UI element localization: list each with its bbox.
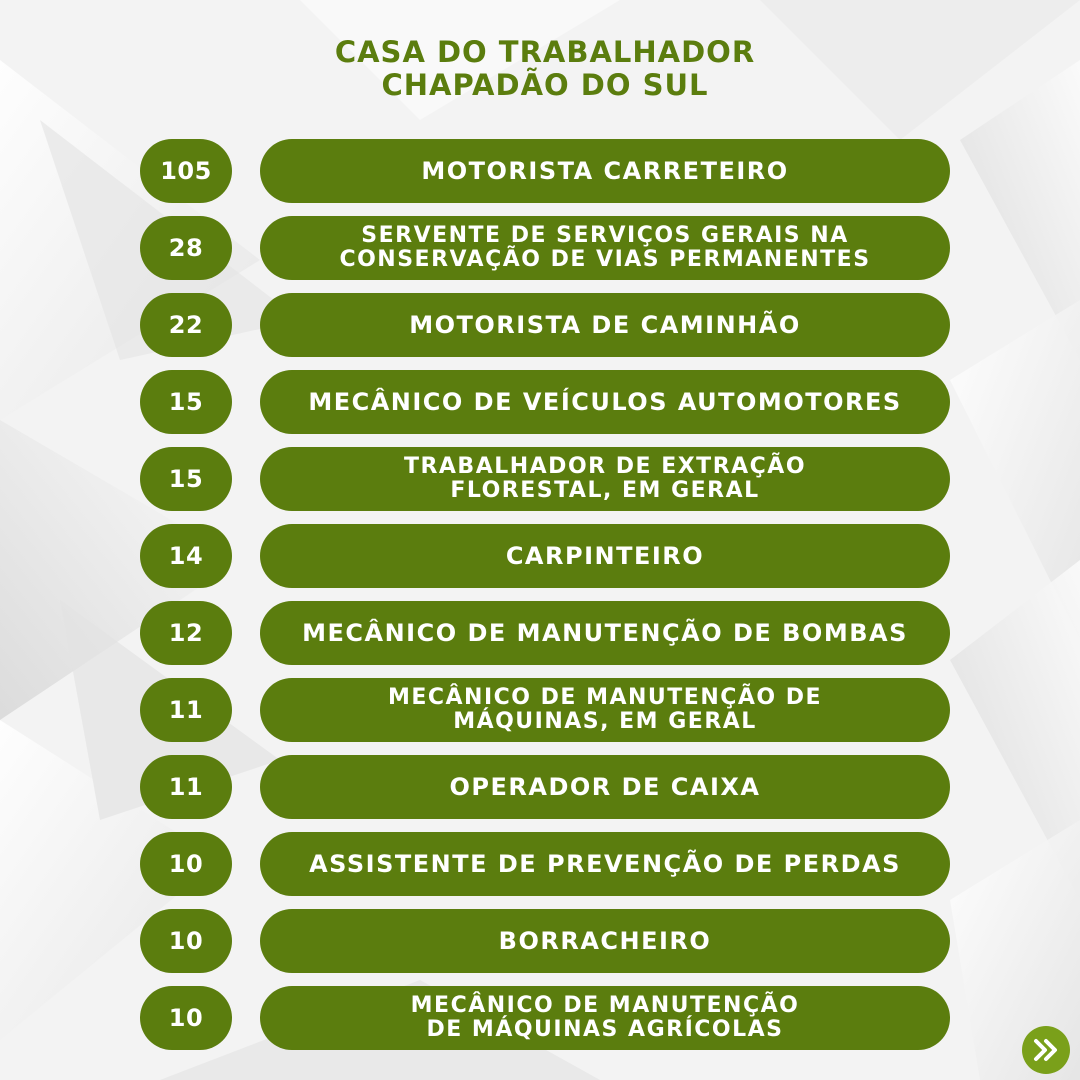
job-count: 11 [140,755,232,819]
next-slide-button[interactable] [1022,1026,1070,1074]
job-count: 15 [140,447,232,511]
job-count: 10 [140,832,232,896]
job-count: 28 [140,216,232,280]
list-item [0,986,1080,1050]
list-item [0,678,1080,742]
list-item [0,832,1080,896]
job-count: 15 [140,370,232,434]
list-item [0,524,1080,588]
job-title: MECÂNICO DE MANUTENÇÃO DE MÁQUINAS, EM GERAL [260,678,950,742]
job-count: 10 [140,909,232,973]
double-chevron-right-icon [1031,1037,1061,1063]
job-count: 11 [140,678,232,742]
list-item [0,755,1080,819]
job-title: TRABALHADOR DE EXTRAÇÃO FLORESTAL, EM GERAL [260,447,950,511]
title-line-1: CASA DO TRABALHADOR [334,35,756,69]
list-item [0,601,1080,665]
list-item [0,370,1080,434]
list-item [0,293,1080,357]
job-title: CARPINTEIRO [260,524,950,588]
title-line-2: CHAPADÃO DO SUL [381,68,709,102]
job-title: MOTORISTA CARRETEIRO [260,139,950,203]
job-title: OPERADOR DE CAIXA [260,755,950,819]
job-title: BORRACHEIRO [260,909,950,973]
job-count: 10 [140,986,232,1050]
list-item [0,216,1080,280]
job-count: 12 [140,601,232,665]
job-count: 22 [140,293,232,357]
job-count: 105 [140,139,232,203]
job-title: MECÂNICO DE MANUTENÇÃO DE MÁQUINAS AGRÍCOLAS [260,986,950,1050]
list-item [0,447,1080,511]
job-count: 14 [140,524,232,588]
list-item [0,909,1080,973]
list-item [0,139,1080,203]
job-title: MOTORISTA DE CAMINHÃO [260,293,950,357]
job-title: ASSISTENTE DE PREVENÇÃO DE PERDAS [260,832,950,896]
job-title: MECÂNICO DE VEÍCULOS AUTOMOTORES [260,370,950,434]
job-title: MECÂNICO DE MANUTENÇÃO DE BOMBAS [260,601,950,665]
job-title: SERVENTE DE SERVIÇOS GERAIS NA CONSERVAÇÃO DE VIAS PERMANENTES [260,216,950,280]
